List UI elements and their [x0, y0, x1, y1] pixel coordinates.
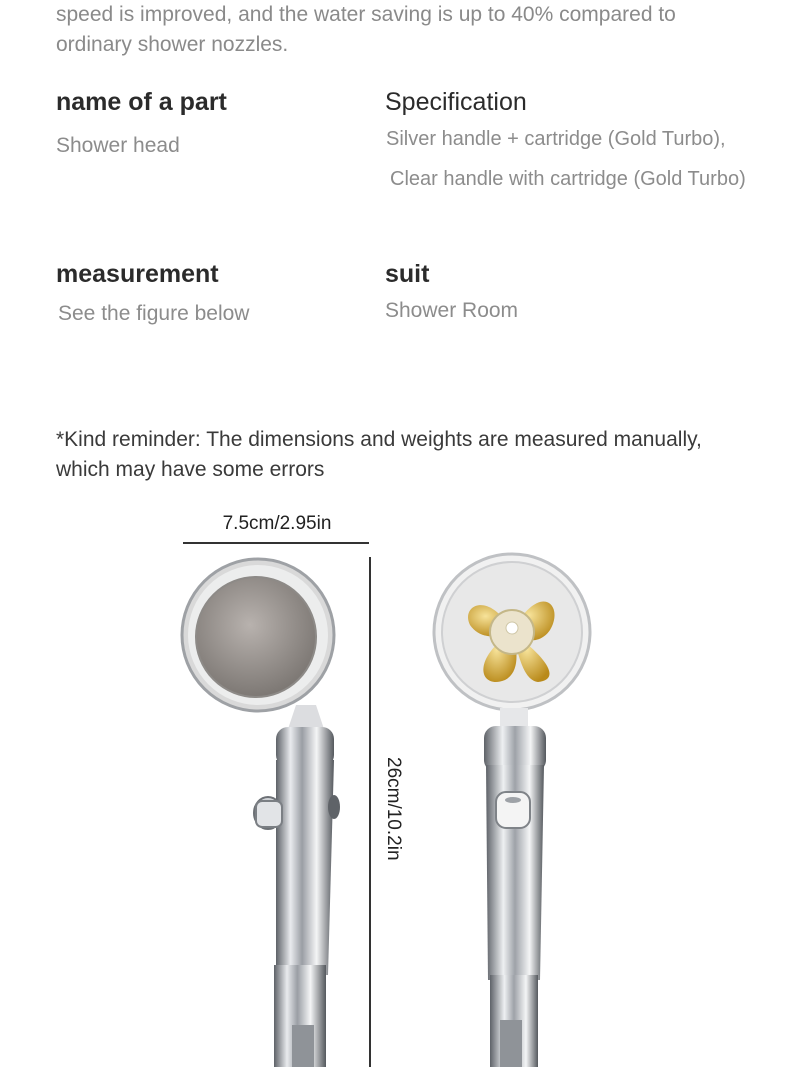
- specification-value-2: Clear handle with cartridge (Gold Turbo): [390, 168, 746, 190]
- height-dimension-label: 26cm/10.2in: [383, 757, 404, 861]
- suit-label: suit: [385, 260, 430, 288]
- part-name-label: name of a part: [56, 88, 227, 116]
- height-dimension-line: [369, 557, 371, 1067]
- reminder-line-1: *Kind reminder: The dimensions and weights are measured manually,: [56, 428, 702, 451]
- shower-head-turbo-image: [430, 550, 600, 1067]
- shower-head-silver-image: [176, 555, 346, 1067]
- intro-line-2: ordinary shower nozzles.: [56, 33, 289, 56]
- measurement-value: See the figure below: [58, 302, 250, 325]
- intro-text: [56, 0, 756, 60]
- width-dimension-line: [183, 542, 369, 544]
- part-name-value: Shower head: [56, 134, 180, 157]
- measurement-label: measurement: [56, 260, 219, 288]
- specification-value-1: Silver handle + cartridge (Gold Turbo),: [386, 128, 726, 150]
- width-dimension-label: 7.5cm/2.95in: [222, 513, 332, 534]
- reminder-line-2: which may have some errors: [56, 458, 325, 481]
- intro-line-1: speed is improved, and the water saving is up to 40% compared to: [56, 3, 676, 26]
- kind-reminder: [56, 425, 776, 485]
- specification-label: Specification: [385, 88, 527, 116]
- suit-value: Shower Room: [385, 299, 519, 322]
